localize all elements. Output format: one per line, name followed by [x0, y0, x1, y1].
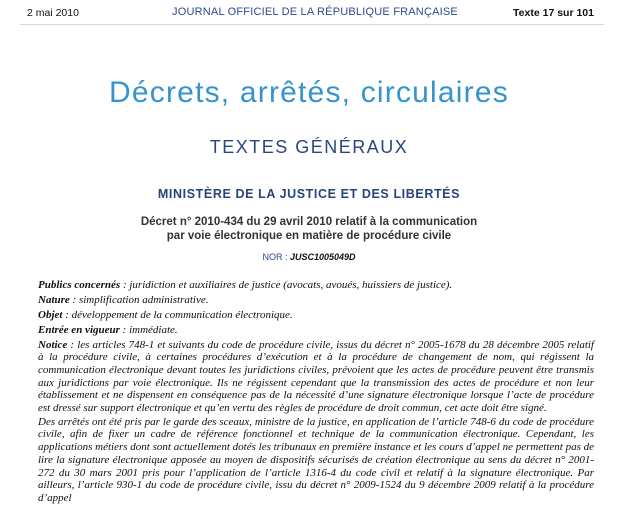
- entree-value: : immédiate.: [119, 323, 178, 336]
- header-text-number: Texte 17 sur 101: [513, 7, 594, 19]
- decree-body: [38, 279, 594, 506]
- objet-label: Objet: [38, 308, 63, 321]
- header-journal-title: JOURNAL OFFICIEL DE LA RÉPUBLIQUE FRANÇAISE: [172, 6, 458, 18]
- main-title: Décrets, arrêtés, circulaires: [109, 76, 509, 109]
- decree-title-line-2: par voie électronique en matière de procédure civile: [166, 230, 452, 242]
- page-header: [0, 0, 618, 24]
- header-divider: [20, 24, 604, 25]
- nor-label: NOR :: [262, 252, 288, 262]
- entree-en-vigueur: [38, 324, 594, 337]
- decree-title: [90, 215, 528, 243]
- objet-value: : développement de la communication électronique.: [62, 308, 293, 321]
- nature: [38, 294, 594, 307]
- notice-paragraph: [38, 339, 594, 415]
- nature-label: Nature: [38, 293, 70, 306]
- nature-value: : simplification administrative.: [69, 293, 209, 306]
- ministry-title: MINISTÈRE DE LA JUSTICE ET DES LIBERTÉS: [157, 187, 461, 201]
- body-paragraph-2: Des arrêtés ont été pris par le garde des sceaux, ministre de la justice, en application de l’article 748-6 du code de procédure civile, afin de fixer un cadre de référence fonctionnel et technique de la communication électronique. Cependant, les applications métiers dont sont actuellement dotés les tribunaux en première instance et les cours d’appel ne permettent pas de lire la signature électronique apposée au moyen de dispositifs sécurisés de création électronique au sens du décret n° 2001-272 du 30 mars 2001 pris pour l’application de l’article 1316-4 du code civil et relatif à la signature électronique. Par ailleurs, l’article 930-1 du code de procédure civile, issu du décret n° 2009-1524 du 9 décembre 2009 relatif à la procédure d’appel: [38, 415, 594, 504]
- header-date: 2 mai 2010: [27, 7, 79, 19]
- publics-label: Publics concernés: [38, 279, 121, 291]
- objet: [38, 309, 594, 322]
- decree-title-line-1: Décret n° 2010-434 du 29 avril 2010 relatif à la communication: [140, 216, 478, 228]
- nor-value: JUSC1005049D: [289, 252, 356, 262]
- entree-label: Entrée en vigueur: [38, 323, 120, 336]
- publics-value: : juridiction et auxiliaires de justice (avocats, avoués, huissiers de justice).: [120, 279, 453, 291]
- publics-concernes: [38, 279, 594, 292]
- notice-label: Notice: [38, 338, 68, 351]
- section-title: TEXTES GÉNÉRAUX: [209, 137, 409, 157]
- notice-text: : les articles 748-1 et suivants du code de procédure civile, issus du décret n° 2005-1678 du 28 décembre 2005 relatif à la procédure civile, à certaines procédures d’exécution et à la procédure de changement de nom, qui régissent la communication électronique devant toutes les juridictions civiles, prévoient que les actes de procédure peuvent être transmis aux juridictions par voie électronique. Ils ne régissent cependant que la transmission des actes de procédure et non leur établissement et ne dispensent en conséquence pas de la nécessité d’une signature électronique lorsque l’acte de procédure est dressé sur support électronique et qu’en vertu des règles de procédure de droit commun, cet acte doit être signé.: [38, 338, 594, 415]
- nor-reference: [0, 252, 618, 262]
